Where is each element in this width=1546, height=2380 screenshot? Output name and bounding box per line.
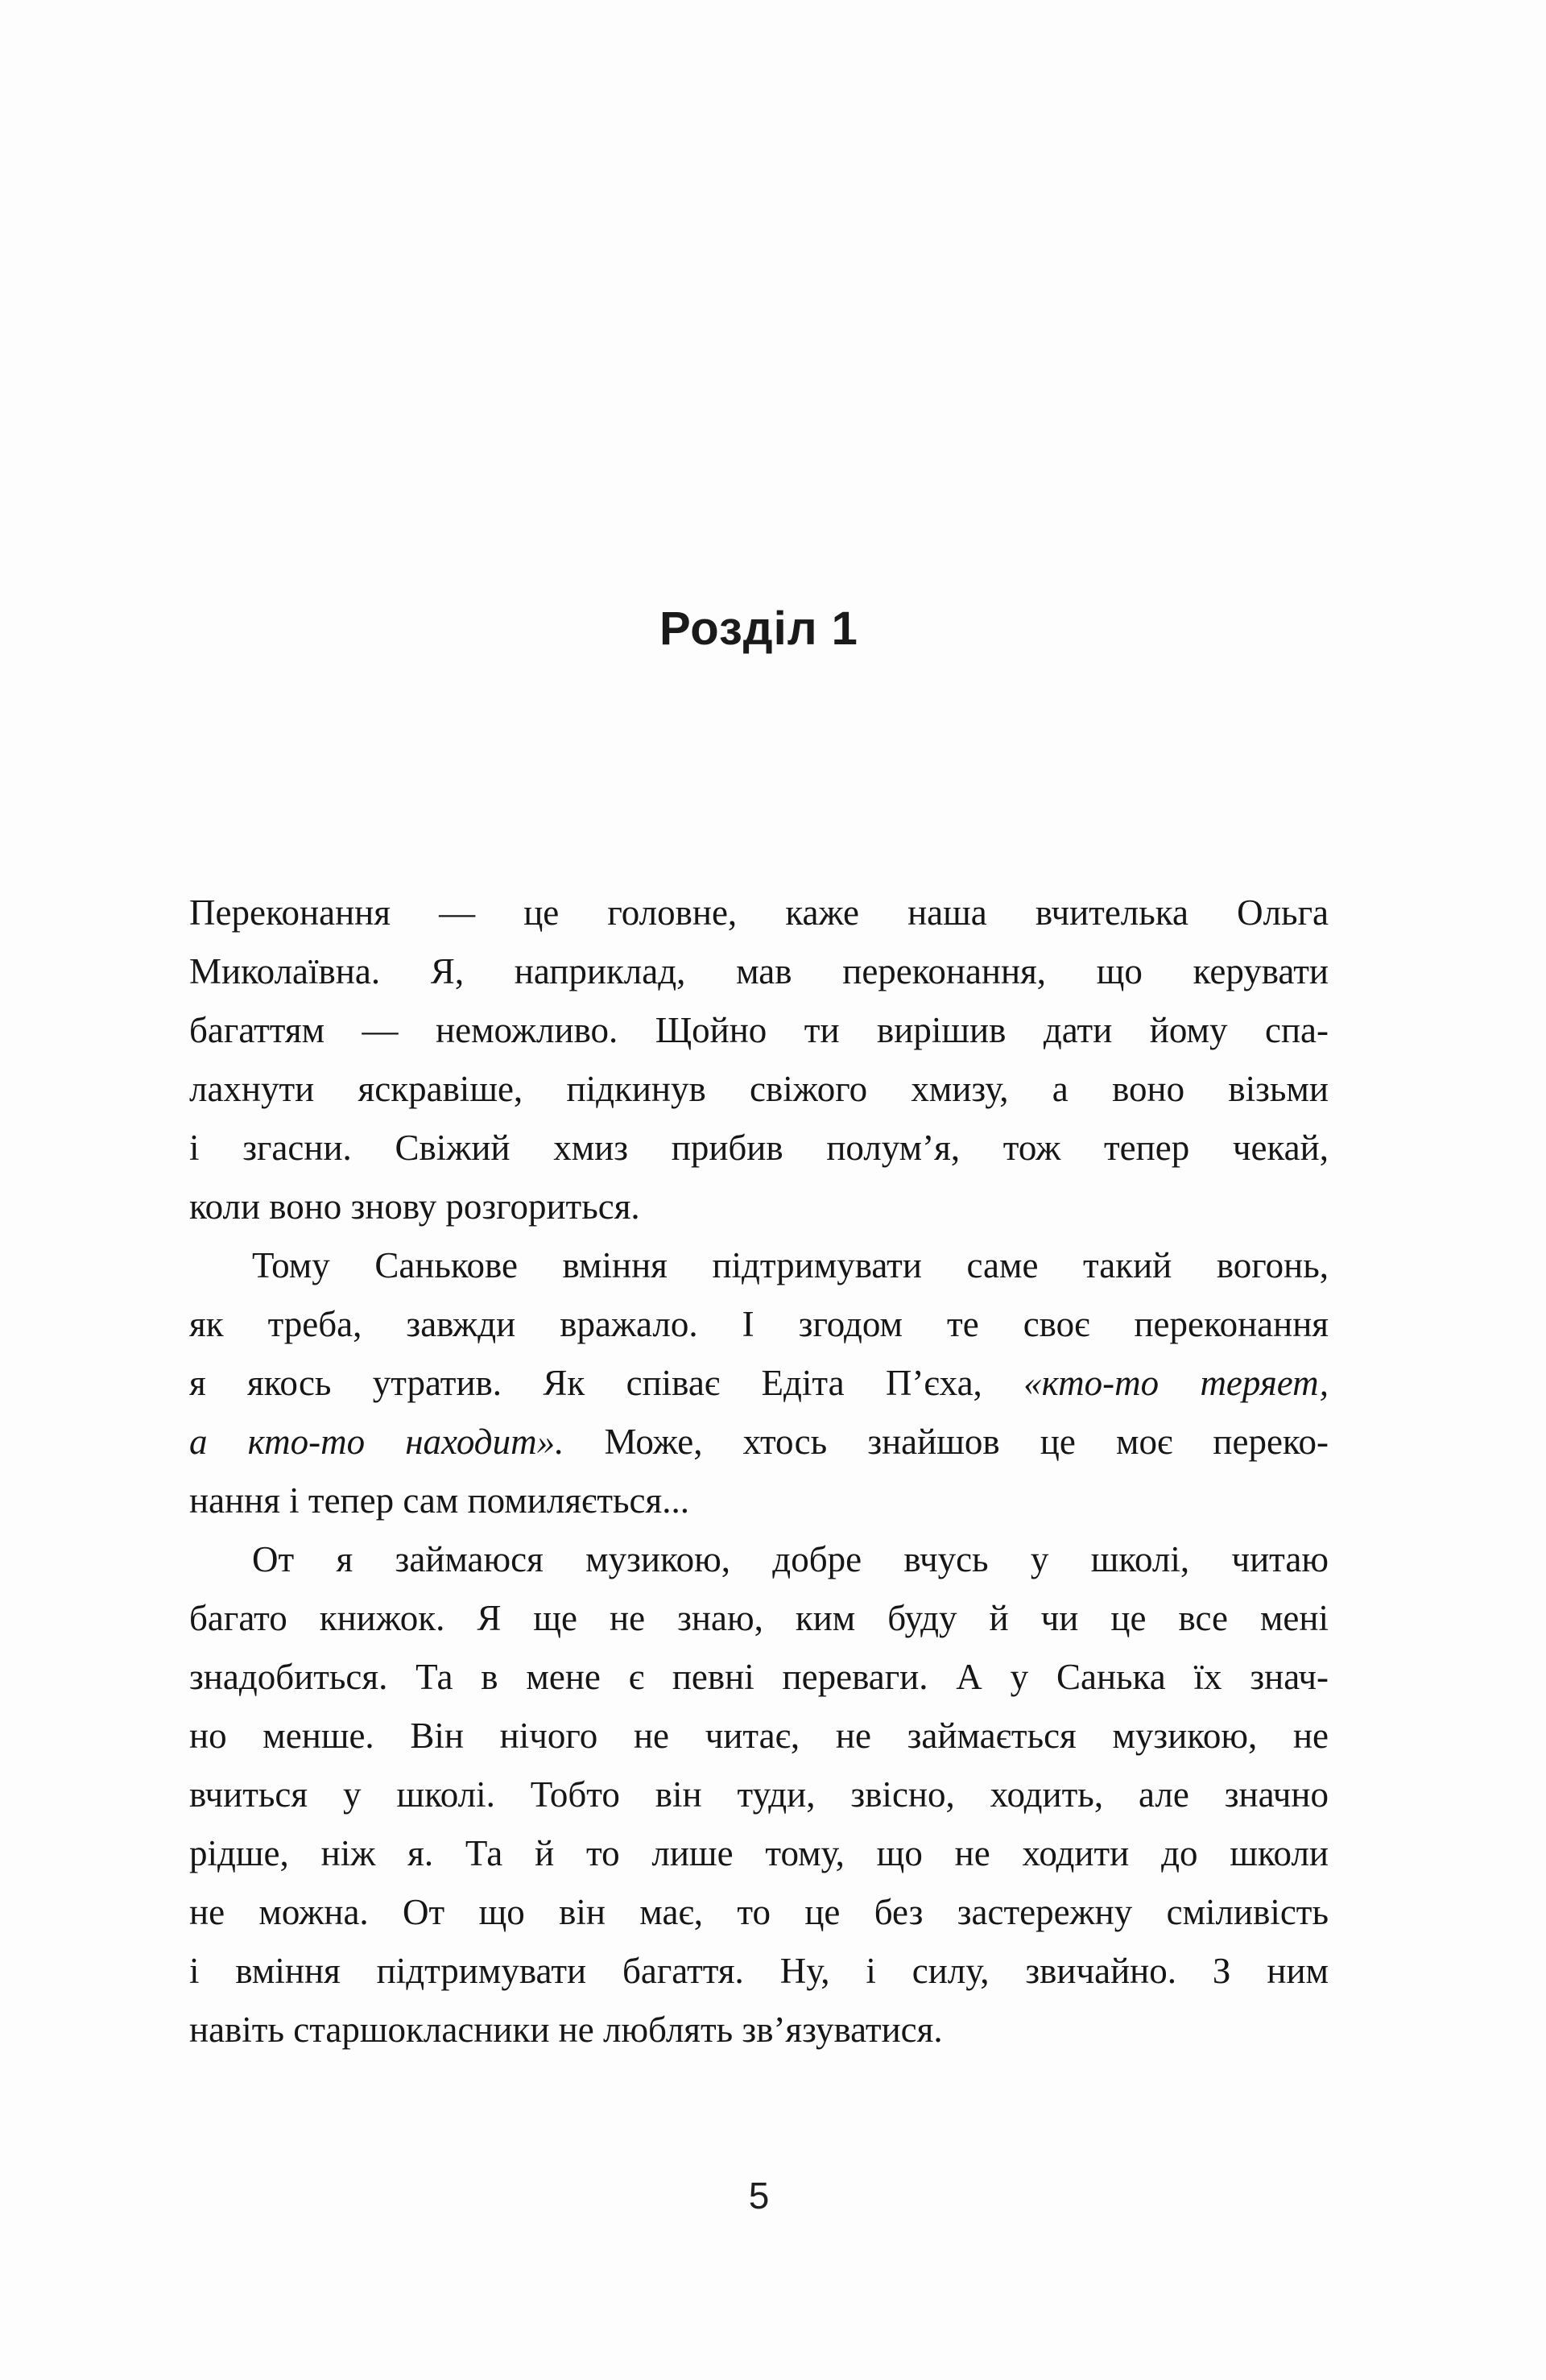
body-line (189, 1824, 1329, 1883)
body-line (189, 1471, 1329, 1530)
body-line (189, 1236, 1329, 1295)
body-line-segment: як треба, завжди вражало. І згодом те своє переконання (189, 1304, 1329, 1344)
body-line-segment: і згасни. Свіжий хмиз прибив полум’я, тож тепер чекай, (189, 1128, 1329, 1168)
body-line (189, 1883, 1329, 1942)
body-line-segment: Переконання — це головне, каже наша вчителька Ольга (189, 892, 1329, 933)
body-line (189, 1295, 1329, 1354)
body-line-segment: но менше. Він нічого не читає, не займається музикою, не (189, 1716, 1329, 1756)
body-line (189, 1413, 1329, 1471)
body-line-segment: вчиться у школі. Тобто він туди, звісно, ходить, але значно (189, 1774, 1329, 1815)
body-line-segment: і вміння підтримувати багаття. Ну, і силу, звичайно. З ним (189, 1951, 1329, 1991)
body-line-segment-italic: а кто-то находит». (189, 1422, 564, 1462)
body-line-segment-italic: «кто-то теряет, (1023, 1363, 1329, 1403)
body-line (189, 1648, 1329, 1707)
body-line-segment: навіть старшокласники не люблять зв’язуватися. (189, 2010, 943, 2050)
body-line (189, 1354, 1329, 1413)
page-number: 5 (748, 2175, 770, 2217)
body-line (189, 1178, 1329, 1236)
chapter-title: Розділ 1 (659, 602, 858, 655)
body-line (189, 1942, 1329, 2001)
body-line-segment: знадобиться. Та в мене є певні переваги. А у Санька їх знач- (189, 1657, 1329, 1697)
body-line-segment: я якось утратив. Як співає Едіта П’єха, (189, 1363, 1024, 1403)
body-line-segment: багато книжок. Я ще не знаю, ким буду й чи це все мені (189, 1598, 1329, 1638)
body-line (189, 884, 1329, 942)
body-line-segment: Миколаївна. Я, наприклад, мав переконання, що керувати (189, 951, 1329, 991)
body-line-segment: багаттям — неможливо. Щойно ти вирішив дати йому спа- (189, 1010, 1329, 1050)
body-line (189, 2001, 1329, 2059)
body-text (189, 884, 1329, 2059)
body-line-segment: От я займаюся музикою, добре вчусь у школі, читаю (252, 1539, 1329, 1579)
body-line-segment: Тому Санькове вміння підтримувати саме такий вогонь, (252, 1245, 1329, 1285)
body-line (189, 1119, 1329, 1178)
body-line (189, 1765, 1329, 1824)
body-line (189, 1707, 1329, 1765)
body-line-segment: коли воно знову розгориться. (189, 1186, 640, 1227)
body-line (189, 942, 1329, 1001)
body-line (189, 1060, 1329, 1119)
body-line-segment: не можна. От що він має, то це без застережну сміливість (189, 1892, 1329, 1932)
body-line-segment: нання і тепер сам помиляється... (189, 1480, 689, 1521)
body-line-segment: Може, хтось знайшов це моє переко- (564, 1422, 1329, 1462)
body-line (189, 1530, 1329, 1589)
body-line (189, 1589, 1329, 1648)
body-line-segment: лахнути яскравіше, підкинув свіжого хмизу, а воно візьми (189, 1069, 1329, 1109)
body-line-segment: рідше, ніж я. Та й то лише тому, що не ходити до школи (189, 1833, 1329, 1873)
body-line (189, 1001, 1329, 1060)
